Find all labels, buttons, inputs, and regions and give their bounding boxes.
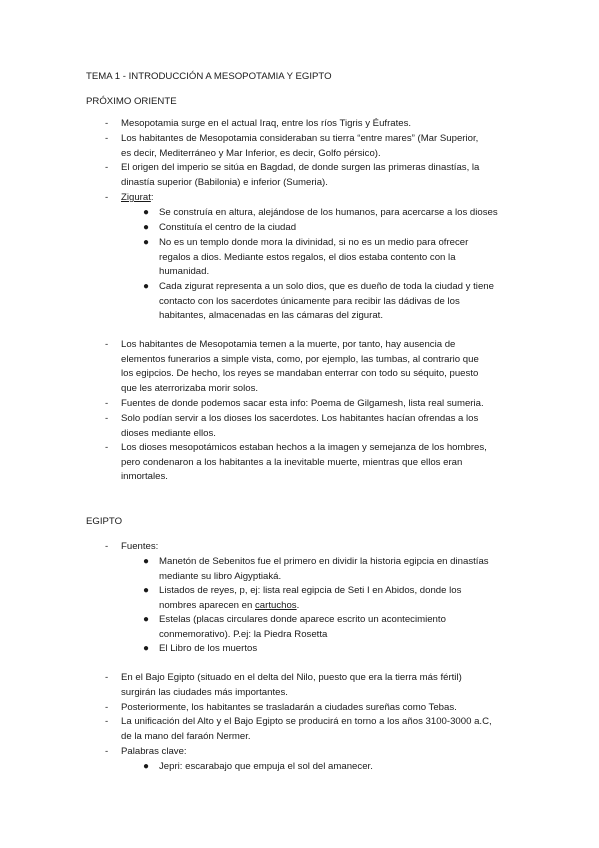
sub-list-item-text: Constituía el centro de la ciudad	[159, 222, 297, 233]
dash-marker: -	[105, 442, 109, 453]
list-item-text: Los dioses mesopotámicos estaban hechos a la imagen y semejanza de los hombres, pero condenaron a los habitantes a la inevitable muerte, mientras que ellos eran inmortales.	[121, 442, 487, 483]
dash-marker: -	[105, 746, 109, 757]
sub-list-item-text: El Libro de los muertos	[159, 643, 258, 654]
bullet-icon: ●	[143, 281, 150, 292]
dash-marker: -	[105, 133, 109, 144]
bullet-icon: ●	[143, 643, 150, 654]
bullet-icon: ●	[143, 761, 150, 772]
fuentes-label: Fuentes:	[121, 541, 159, 552]
bullet-icon: ●	[143, 614, 150, 625]
sub-list-item-text: Jepri: escarabajo que empuja el sol del amanecer.	[159, 761, 373, 772]
list-item-text: Mesopotamia surge en el actual Iraq, entre los ríos Tigris y Éufrates.	[121, 118, 412, 129]
dash-marker: -	[105, 541, 109, 552]
list-item-text: En el Bajo Egipto (situado en el delta del Nilo, puesto que era la tierra más fértil) surgirán las ciudades más importantes.	[121, 672, 462, 698]
list-item-text: Los habitantes de Mesopotamia consideraban su tierra “entre mares” (Mar Superior, es decir, Mediterráneo y Mar Inferior, es decir, Golfo pérsico).	[121, 133, 479, 159]
list-item-text: Fuentes de donde podemos sacar esta info: Poema de Gilgamesh, lista real sumeria.	[121, 398, 484, 409]
dash-marker: -	[105, 339, 109, 350]
section-heading-egipto: EGIPTO	[86, 516, 123, 527]
sub-list-item-text	[159, 584, 461, 613]
list-item-text: La unificación del Alto y el Bajo Egipto se producirá en torno a los años 3100-3000 a.C, de la mano del faraón Nermer.	[121, 716, 492, 742]
dash-marker: -	[105, 413, 109, 424]
sub-list-item-text: Manetón de Sebenitos fue el primero en dividir la historia egipcia en dinastías mediante su libro Aigyptiaká.	[159, 556, 489, 582]
list-item-text: El origen del imperio se sitúa en Bagdad, de donde surgen las primeras dinastías, la dinastía superior (Babilonia) e inferior (Sumeria).	[121, 162, 480, 188]
list-item-text: Solo podían servir a los dioses los sacerdotes. Los habitantes hacían ofrendas a los dioses mediante ellos.	[121, 413, 479, 439]
bullet-icon: ●	[143, 556, 150, 567]
zigurat-label: Zigurat	[121, 192, 151, 203]
bullet-icon: ●	[143, 237, 150, 248]
dash-marker: -	[105, 398, 109, 409]
dash-marker: -	[105, 702, 109, 713]
sub-list-item-text: No es un templo donde mora la divinidad, si no es un medio para ofrecer regalos a dios. Mediante estos regalos, el dios estaba contento con la humanidad.	[159, 237, 469, 278]
zigurat-colon: :	[150, 192, 154, 203]
sub-list-item-text: Cada zigurat representa a un solo dios, que es dueño de toda la ciudad y tiene contacto con los sacerdotes únicamente para recibir las dádivas de los habitantes, almacenadas en las cámaras del zigurat.	[159, 281, 494, 322]
bullet-icon: ●	[143, 207, 150, 218]
sub-list-item-text: Se construía en altura, alejándose de los humanos, para acercarse a los dioses	[159, 207, 498, 218]
dash-marker: -	[105, 162, 109, 173]
palabras-clave-label: Palabras clave:	[121, 746, 187, 757]
list-item-text: Los habitantes de Mesopotamia temen a la muerte, por tanto, hay ausencia de elementos funerarios a simple vista, como, por ejemplo, las tumbas, al contrario que los egipcios. De hecho, los reyes se mandaban enterrar con todo su séquito, puesto que les aterrorizaba morir solos.	[121, 339, 479, 394]
list-item-text: Posteriormente, los habitantes se trasladarán a ciudades sureñas como Tebas.	[121, 702, 457, 713]
dash-marker: -	[105, 192, 109, 203]
dash-marker: -	[105, 716, 109, 727]
sub-list-item-text: Estelas (placas circulares donde aparece escrito un acontecimiento conmemorativo). P.ej: la Piedra Rosetta	[159, 614, 446, 640]
zigurat-label-line	[121, 191, 154, 206]
dash-marker: -	[105, 118, 109, 129]
cartuchos-link-text: cartuchos	[255, 599, 297, 611]
section-heading-proximo-oriente: PRÓXIMO ORIENTE	[86, 96, 177, 107]
bullet-icon: ●	[143, 222, 150, 233]
sub-list-item-text-main: Listados de reyes, p, ej: lista real egipcia de Seti I en Abidos, donde los nombres aparecen en	[159, 585, 462, 611]
cartuchos-period: .	[296, 599, 300, 611]
bullet-icon: ●	[143, 585, 150, 596]
document-title: TEMA 1 - INTRODUCCIÓN A MESOPOTAMIA Y EGIPTO	[86, 71, 332, 82]
dash-marker: -	[105, 672, 109, 683]
